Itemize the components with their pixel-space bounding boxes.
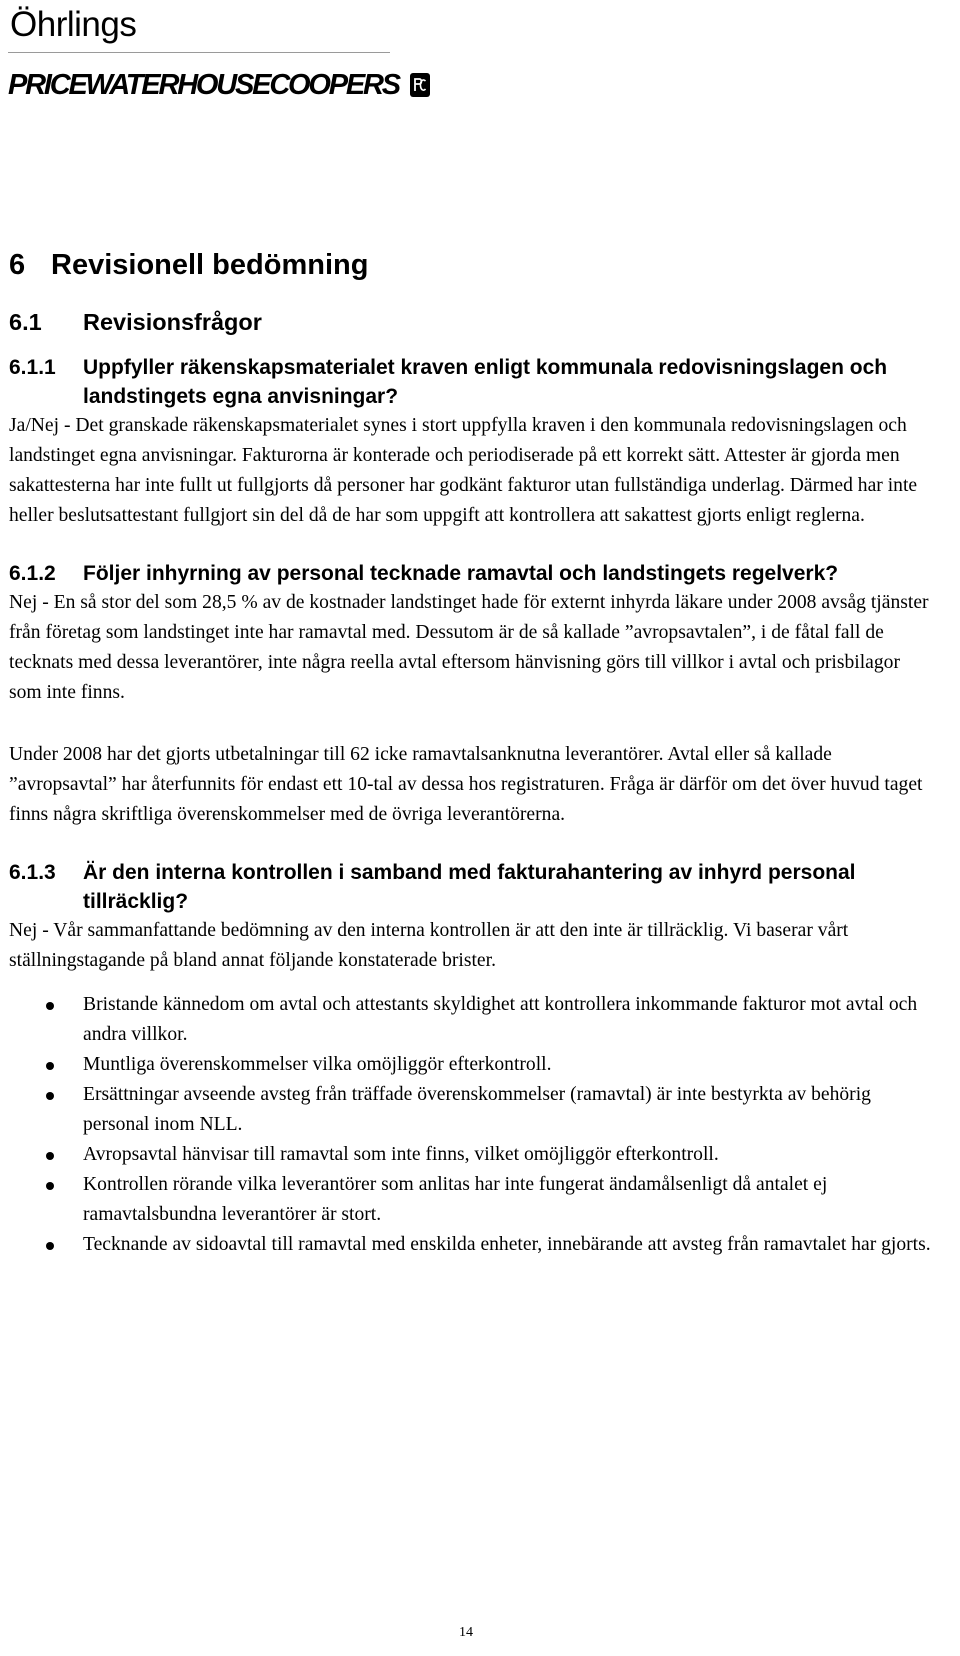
list-item: Bristande kännedom om avtal och attestants skyldighet att kontrollera inkommande fakturor mot avtal och andra villkor. bbox=[9, 990, 931, 1050]
list-item: Ersättningar avseende avsteg från träffade överenskommelser (ramavtal) är inte bestyrkta av behörig personal inom NLL. bbox=[9, 1080, 931, 1140]
section-number: 6 bbox=[9, 249, 26, 281]
subsection-number: 6.1 bbox=[9, 309, 42, 335]
logo-divider bbox=[8, 52, 390, 53]
list-item: Kontrollen rörande vilka leverantörer som anlitas har inte fungerat ändamålsenligt då antalet ej ramavtalsbundna leverantörer är stort. bbox=[9, 1170, 931, 1230]
question-1-title: Uppfyller räkenskapsmaterialet kraven enligt kommunala redovisningslagen och landstingets egna anvisningar? bbox=[83, 356, 888, 408]
section-heading bbox=[9, 245, 931, 285]
list-item: Tecknande av sidoavtal till ramavtal med enskilda enheter, innebärande att avsteg från ramavtalet har gjorts. bbox=[9, 1230, 931, 1260]
list-item: Muntliga överenskommelser vilka omöjliggör efterkontroll. bbox=[9, 1050, 931, 1080]
bullet-icon bbox=[46, 1062, 54, 1070]
question-3-heading bbox=[9, 858, 931, 916]
subsection-title: Revisionsfrågor bbox=[83, 309, 262, 335]
list-item: Avropsavtal hänvisar till ramavtal som inte finns, vilket omöjliggör efterkontroll. bbox=[9, 1140, 931, 1170]
brand-mark-icon bbox=[409, 72, 431, 98]
question-2-title: Följer inhyrning av personal tecknade ramavtal och landstingets regelverk? bbox=[83, 562, 839, 585]
subsection-heading bbox=[9, 306, 931, 339]
logo bbox=[8, 5, 399, 109]
question-1-heading bbox=[9, 353, 931, 411]
question-1-number: 6.1.1 bbox=[9, 356, 56, 379]
question-3-answer: Nej - Vår sammanfattande bedömning av den interna kontrollen är att den inte är tillräcklig. Vi baserar vårt ställningstagande på bland annat följande konstaterade brister. bbox=[9, 920, 849, 971]
question-2-heading bbox=[9, 559, 931, 588]
bullet-icon bbox=[46, 1092, 54, 1100]
company-name: Öhrlings bbox=[10, 5, 137, 44]
question-2-answer-paragraph-2: Under 2008 har det gjorts utbetalningar till 62 icke ramavtalsanknutna leverantörer. Avtal eller så kallade ”avropsavtal” har återfunnits för endast ett 10-tal av dessa hos registraturen. Fråga är därför om det över huvud taget finns några skriftliga överenskommelser med de övriga leverantörerna. bbox=[9, 744, 923, 825]
question-2-number: 6.1.2 bbox=[9, 562, 56, 585]
page-number: 14 bbox=[459, 1625, 473, 1640]
bullet-icon bbox=[46, 1182, 54, 1190]
document-body bbox=[9, 245, 931, 1260]
question-2-answer-paragraph-1: Nej - En så stor del som 28,5 % av de kostnader landstinget hade för externt inhyrda läkare under 2008 avsåg tjänster från företag som landstinget inte har ramavtal med. Dessutom är de så kallade ”avropsavtalen”, i de fåtal fall de tecknats med dessa leverantörer, inte några reella avtal eftersom hänvisning görs till villkor i avtal och prisbilagor som inte finns. bbox=[9, 592, 929, 703]
question-3-number: 6.1.3 bbox=[9, 861, 56, 884]
brand bbox=[8, 61, 399, 109]
question-3-title: Är den interna kontrollen i samband med fakturahantering av inhyrd personal tillräcklig? bbox=[83, 861, 856, 913]
bullet-icon bbox=[46, 1152, 54, 1160]
bullet-icon bbox=[46, 1242, 54, 1250]
section-title: Revisionell bedömning bbox=[51, 249, 369, 281]
deficiency-list bbox=[9, 990, 931, 1260]
question-1-answer: Ja/Nej - Det granskade räkenskapsmaterialet synes i stort uppfylla kraven i den kommunala redovisningslagen och landstinget egna anvisningar. Fakturorna är konterade och periodiserade på ett korrekt sätt. Attester är gjorda men sakattesterna har inte fullt ut fullgjorts då personer har godkänt fakturor utan fullständiga underlag. Därmed har inte heller beslutsattestant fullgjort sin del då de har som uppgift att kontrollera att sakattest gjorts enligt reglerna. bbox=[9, 415, 918, 526]
bullet-icon bbox=[46, 1002, 54, 1010]
brand-name: PRICEWATERHOUSECOOPERS bbox=[8, 69, 399, 101]
